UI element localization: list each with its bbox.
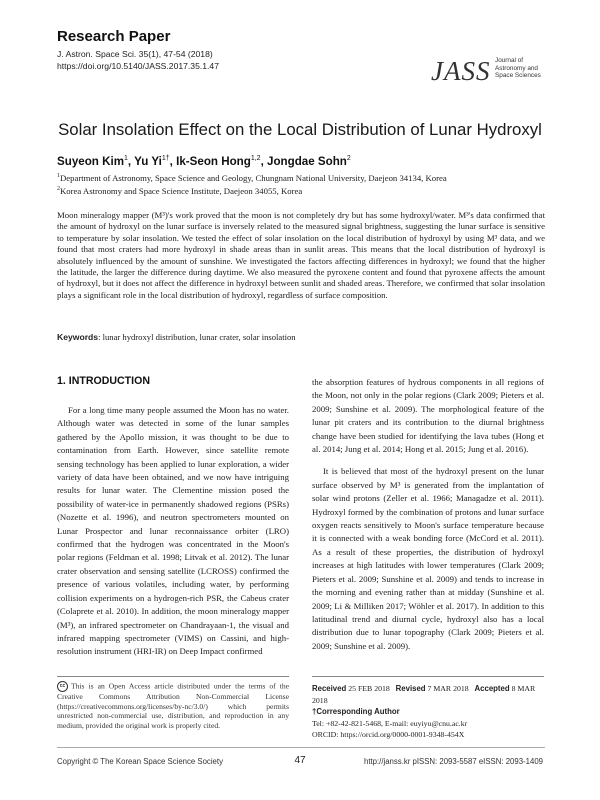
keywords-text: : lunar hydroxyl distribution, lunar crater, solar insolation: [98, 332, 296, 342]
author: Jongdae Sohn: [267, 155, 347, 168]
affiliation-mark: 1: [57, 173, 60, 180]
footnote-divider: [57, 676, 289, 677]
article-history: [312, 683, 552, 741]
body-paragraph: It is believed that most of the hydroxyl present on the lunar surface observed by M³ is generated from the implantation of solar wind protons (Zeller et al. 1966; Managadze et al. 2011). Hydroxyl formed by the combination of protons and lunar surface oxygen reacts sensitively to Moon's surface temperature because it is connected with a weak bonding force (McCord et al. 2011). As a result of these properties, the distribution of hydroxyl increases at high latitudes with lower temperatures (Clark 2009; Pieters et al. 2009; Sunshine et al. 2009) and tends to increase in the morning and evening rather than at midday (Sunshine et al. 2009; Li & Milliken 2017; Wöhler et al. 2017). In addition to this latitudinal trend and diurnal cycle, hydroxyl also has a local distribution due to lunar topography (Clark 2009; Pieters et al. 2009; Sunshine et al. 2009).: [312, 466, 544, 651]
author-list: Suyeon Kim$^1$, Yu $Yi^{1\dagger}$, Ik-Seon Hong$^{1,2}$, Jongdae Sohn$^2$: [57, 155, 351, 168]
received-label: Received: [312, 684, 347, 693]
page-number: 47: [294, 755, 306, 766]
section-heading: 1. INTRODUCTION: [57, 375, 150, 387]
body-paragraph: For a long time many people assumed the Moon has no water. Although water was detected in some of the lunar samples gathered by the Apollo mission, it was thought to be due to contamination from Earth. However, since satellite remote sensing technology has been applied to lunar exploration, a wider variety of data have been obtained, and we now have intriguing results for lunar water. The Clementine mission posed the possibility of water-ice in permanently shadowed regions (PSRs) (Nozette et al. 1996), and neutron spectrometers mounted on Lunar Prospector and lunar reconnaissance orbiter (LRO) confirmed that the hydrogen was concentrated in the Moon's polar regions (Feldman et al. 1998; Litvak et al. 2012). The lunar crater observation and sensing satellite (LCROSS) confirmed the presence of various volatiles, including water, by performing collision experiments on a hydrogen-rich PSR, the Cabeus crater (Colaprete et al. 2010). In addition, the moon mineralogy mapper (M³), an infrared spectrometer on Chandrayaan-1, the visual and infrared mapping spectrometer (VIMS) on Cassini, and high-resolution instrument (HRI-IR) on Deep Impact confirmed: [57, 405, 289, 657]
author-affil-mark: 1†: [161, 155, 170, 163]
author: Suyeon Kim: [57, 155, 124, 168]
paper-title: Solar Insolation Effect on the Local Distribution of Lunar Hydroxyl: [58, 120, 542, 139]
license-note: [57, 681, 289, 730]
citation: J. Astron. Space Sci. 35(1), 47-54 (2018): [57, 49, 213, 59]
body-paragraph: the absorption features of hydrous components in all regions of the Moon, not only in the polar regions (Clark 2009; Pieters et al. 2009; Sunshine et al. 2009). The morphological feature of the lunar pit craters and its contribution to the diurnal brightness change have been studied for identifying the lava tubes (Hong et al. 2014; Jung et al. 2014; Hong et al. 2015; Jung et al. 2016).: [312, 377, 544, 455]
copyright: Copyright © The Korean Space Science Society: [57, 757, 223, 766]
accepted-date: 8 MAR 2018: [312, 684, 536, 705]
journal-url-issn[interactable]: http://janss.kr pISSN: 2093-5587 eISSN: 2093-1409: [363, 757, 543, 766]
revised-date: 7 MAR 2018: [427, 684, 469, 693]
cc-icon: cc: [57, 681, 68, 692]
orcid[interactable]: ORCID: https://orcid.org/0000-0001-9348-454X: [312, 730, 465, 740]
contact-info: Tel: +82-42-821-5468, E-mail: euyiyu@cnu.ac.kr: [312, 718, 468, 728]
affiliation-text: Department of Astronomy, Space Science and Geology, Chungnam National University, Daejeon 34134, Korea: [60, 173, 447, 183]
keywords: [57, 332, 296, 342]
author-affil-mark: 2: [346, 155, 351, 163]
left-column: [57, 404, 289, 659]
article-type-label: Research Paper: [57, 28, 171, 45]
author: Yu Yi: [134, 155, 162, 168]
abstract: Moon mineralogy mapper (M³)'s work proved that the moon is not completely dry but has some hydroxyl/water. M³'s data confirmed that the amount of hydroxyl on the lunar surface is inversely related to the measured signal brightness, suggesting the lunar surface is sensitive to temperature by solar insolation. We tested the effect of solar insolation on the local distribution of hydroxyl by using M³ data, and we found that most craters had more hydroxyl in shade areas than in sunlit areas. This means that the local distribution of hydroxyl is absolutely influenced by the amount of sunshine. We investigated the factors affecting differences in hydroxyl; we found that the higher the latitude, the larger the difference during daytime. We also measured the pyroxene content and found that pyroxene affects the amount of hydroxyl, but it does not affect the difference in hydroxyl between sunlit and shaded areas. Therefore, we confirmed that solar insolation plays a significant role in the local distribution of hydroxyl, regardless of surface composition.: [57, 210, 545, 300]
affiliation: [57, 173, 447, 183]
affiliation-text: Korea Astronomy and Space Science Institute, Daejeon 34055, Korea: [60, 186, 303, 196]
logo-wordmark: JASS: [431, 56, 491, 86]
affiliation: [57, 186, 302, 196]
affiliation-mark: 2: [57, 186, 60, 193]
journal-info: [57, 48, 219, 72]
author-affil-mark: 1: [124, 155, 128, 163]
keywords-label: Keywords: [57, 332, 99, 342]
journal-logo: [431, 56, 545, 96]
author: Ik-Seon Hong: [176, 155, 251, 168]
doi-link[interactable]: https://doi.org/10.5140/JASS.2017.35.1.47: [57, 61, 219, 71]
footnote-divider: [312, 676, 544, 677]
accepted-label: Accepted: [474, 684, 510, 693]
logo-subtitle: Journal of Astronomy and Space Sciences: [495, 57, 541, 80]
footer-divider: [57, 747, 545, 748]
corresponding-author-label: †Corresponding Author: [312, 707, 400, 717]
dates-line: [312, 683, 552, 706]
right-column: [312, 376, 544, 653]
license-text: This is an Open Access article distributed under the terms of the Creative Commons Attribution Non-Commercial License (https://creativecommons.org/licenses/by-nc/3.0/) which permits unrestricted non-commercial use, distribution, and reproduction in any medium, provided the original work is properly cited.: [57, 681, 289, 730]
author-affil-mark: 1,2: [250, 155, 261, 163]
received-date: 25 FEB 2018: [348, 684, 390, 693]
revised-label: Revised: [395, 684, 426, 693]
